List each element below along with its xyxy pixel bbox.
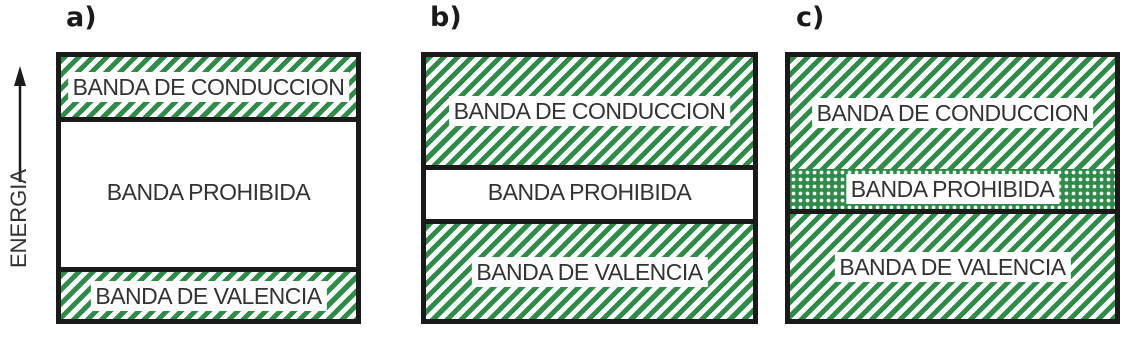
panel-a-forbidden-label: BANDA PROHIBIDA bbox=[106, 179, 311, 205]
panel-b-forbidden-label: BANDA PROHIBIDA bbox=[487, 179, 692, 205]
panel-b-conduction-label: BANDA DE CONDUCCION bbox=[449, 96, 731, 126]
panel-c bbox=[785, 52, 1120, 324]
panel-b-label: b) bbox=[430, 2, 462, 33]
panel-b bbox=[421, 52, 758, 324]
energy-axis-label: ENERGIA bbox=[6, 168, 31, 268]
panel-c-valence-band bbox=[790, 209, 1115, 319]
panel-b-forbidden-band bbox=[426, 165, 753, 219]
panel-a bbox=[56, 52, 361, 324]
panel-b-valence-band bbox=[426, 219, 753, 319]
panel-c-conduction-band bbox=[790, 57, 1115, 174]
panel-a-valence-band bbox=[61, 267, 356, 319]
panel-a-valence-label: BANDA DE VALENCIA bbox=[90, 281, 326, 311]
panel-a-forbidden-band bbox=[61, 117, 356, 267]
panel-b-valence-label: BANDA DE VALENCIA bbox=[471, 257, 707, 287]
panel-a-conduction-label: BANDA DE CONDUCCION bbox=[68, 72, 350, 102]
panel-c-conduction-label: BANDA DE CONDUCCION bbox=[812, 98, 1094, 128]
panel-a-label: a) bbox=[66, 2, 97, 33]
panel-c-label: c) bbox=[796, 2, 825, 33]
panel-c-forbidden-band bbox=[790, 169, 1115, 209]
panel-c-forbidden-label: BANDA PROHIBIDA bbox=[846, 174, 1059, 204]
panel-c-valence-label: BANDA DE VALENCIA bbox=[834, 252, 1070, 282]
panel-a-conduction-band bbox=[61, 57, 356, 122]
panel-b-conduction-band bbox=[426, 57, 753, 170]
